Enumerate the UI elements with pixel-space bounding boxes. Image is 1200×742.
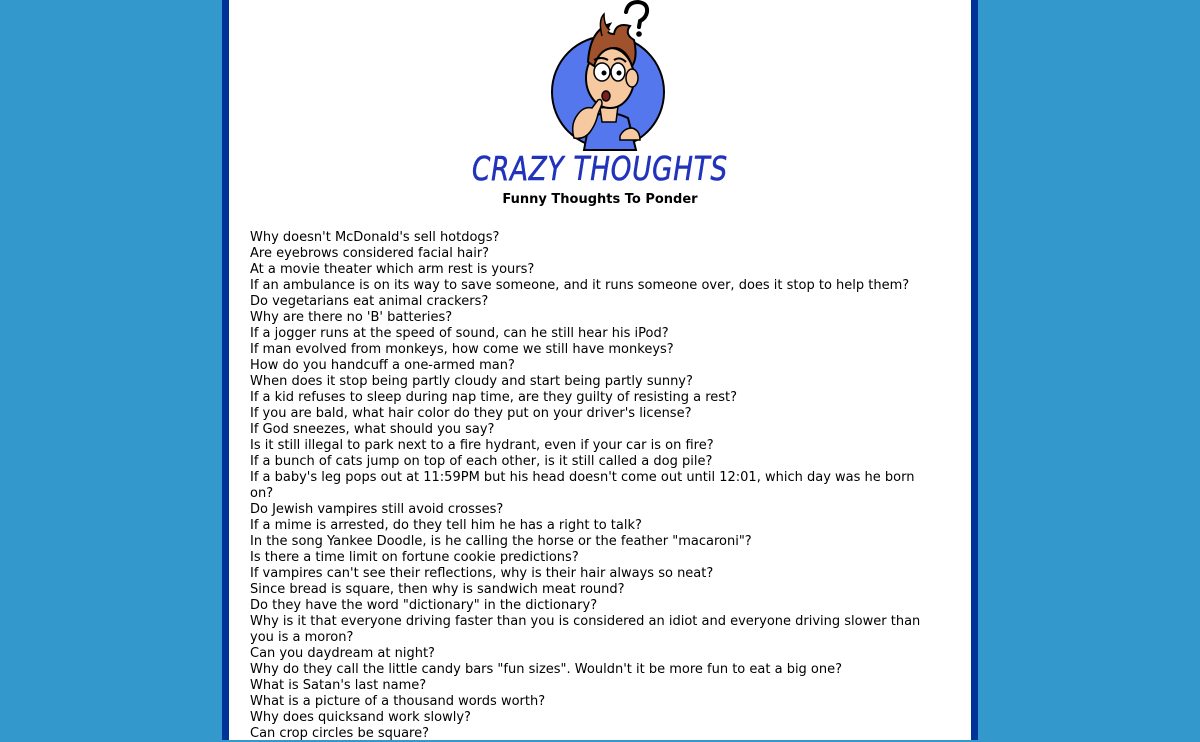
thought-item: How do you handcuff a one-armed man?: [250, 358, 515, 373]
thought-item: At a movie theater which arm rest is yours?: [250, 262, 535, 277]
thought-item: If an ambulance is on its way to save someone, and it runs someone over, does it stop to help them?: [250, 278, 910, 293]
site-title[interactable]: [229, 148, 971, 193]
thought-item: What is a picture of a thousand words worth?: [250, 694, 546, 709]
thought-item: Is there a time limit on fortune cookie predictions?: [250, 550, 579, 565]
thought-item: Are eyebrows considered facial hair?: [250, 246, 490, 261]
thought-item: Do they have the word "dictionary" in the dictionary?: [250, 598, 598, 613]
thought-item: If a bunch of cats jump on top of each other, is it still called a dog pile?: [250, 454, 713, 469]
thought-item: What is Satan's last name?: [250, 678, 427, 693]
thought-item: Why is it that everyone driving faster than you is considered an idiot and everyone driving slower than you is a moron?: [250, 614, 921, 645]
thought-item: If a jogger runs at the speed of sound, can he still hear his iPod?: [250, 326, 669, 341]
thought-item: Do vegetarians eat animal crackers?: [250, 294, 489, 309]
thought-item: When does it stop being partly cloudy and start being partly sunny?: [250, 374, 693, 389]
thought-item: Why doesn't McDonald's sell hotdogs?: [250, 230, 500, 245]
thought-item: Is it still illegal to park next to a fire hydrant, even if your car is on fire?: [250, 438, 714, 453]
thought-item: If God sneezes, what should you say?: [250, 422, 495, 437]
thought-item: Can crop circles be square?: [250, 726, 430, 741]
site-header: [229, 0, 971, 222]
site-title-wordmark: [460, 148, 740, 188]
thought-item: Why are there no 'B' batteries?: [250, 310, 453, 325]
thought-item: If a mime is arrested, do they tell him he has a right to talk?: [250, 518, 642, 533]
site-tagline: Funny Thoughts To Ponder: [502, 192, 698, 207]
confused-man-question-mark-icon[interactable]: [544, 0, 674, 150]
site-title-text: CRAZY THOUGHTS: [472, 149, 728, 188]
thought-item: In the song Yankee Doodle, is he calling the horse or the feather "macaroni"?: [250, 534, 752, 549]
thought-item: If you are bald, what hair color do they put on your driver's license?: [250, 406, 692, 421]
thought-item: Why do they call the little candy bars "fun sizes". Wouldn't it be more fun to eat a big one?: [250, 662, 843, 677]
thought-item: Since bread is square, then why is sandwich meat round?: [250, 582, 625, 597]
thought-item: If vampires can't see their reflections, why is their hair always so neat?: [250, 566, 714, 581]
thought-item: Can you daydream at night?: [250, 646, 435, 661]
thought-item: If man evolved from monkeys, how come we still have monkeys?: [250, 342, 674, 357]
thought-item: Do Jewish vampires still avoid crosses?: [250, 502, 504, 517]
thought-item: Why does quicksand work slowly?: [250, 710, 471, 725]
thought-item: If a kid refuses to sleep during nap time, are they guilty of resisting a rest?: [250, 390, 738, 405]
thought-list: [250, 230, 940, 742]
thought-item: If a baby's leg pops out at 11:59PM but his head doesn't come out until 12:01, which day was he born on?: [250, 470, 915, 501]
content-column: [222, 0, 978, 740]
